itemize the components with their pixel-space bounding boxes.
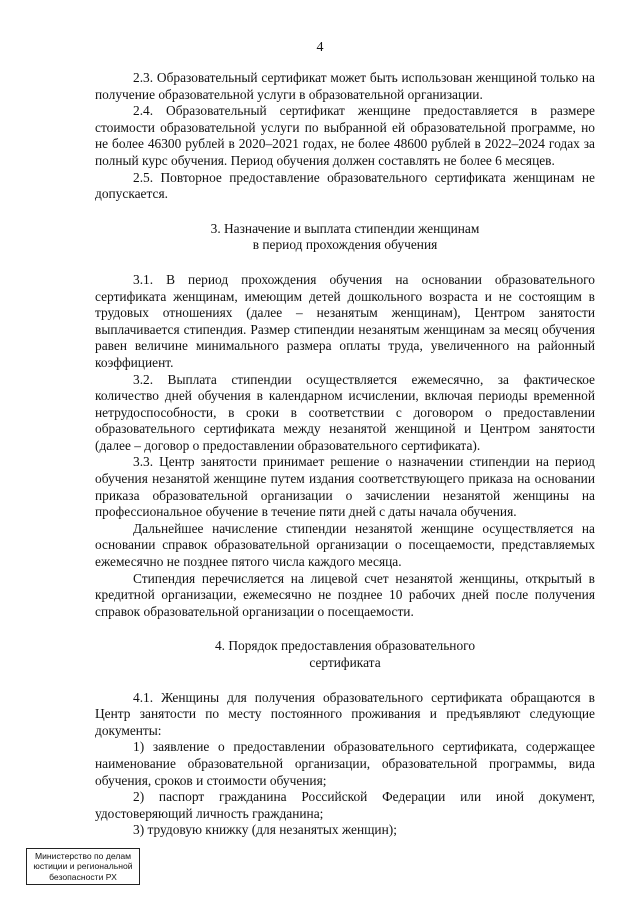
- paragraph-2-5: 2.5. Повторное предоставление образовательного сертификата женщинам не допускается.: [95, 169, 595, 202]
- stamp-line2: юстиции и региональной: [33, 861, 133, 872]
- document-body: [95, 70, 595, 839]
- paragraph-3-3-cont-2: Стипендия перечисляется на лицевой счет незанятой женщины, открытый в кредитной организации, ежемесячно не позднее 10 рабочих дней после получения справок образовательной организации о посещаемости.: [95, 570, 595, 619]
- paragraph-2-4: 2.4. Образовательный сертификат женщине предоставляется в размере стоимости образовательной услуги по выбранной ей образовательной программе, но не более 46300 рублей в 2020–2021 годах, не более 48600 рублей в 2022–2024 годах за полный курс обучения. Период обучения должен составлять не более 6 месяцев.: [95, 103, 595, 168]
- section-4-heading-line2: сертификата: [309, 655, 381, 670]
- stamp-line1: Министерство по делам: [34, 851, 132, 861]
- paragraph-4-1: 4.1. Женщины для получения образовательного сертификата обращаются в Центр занятости по месту постоянного проживания и предъявляют следующие документы:: [95, 689, 595, 738]
- ministry-stamp: [26, 848, 140, 885]
- stamp-line3: безопасности РХ: [49, 871, 117, 882]
- list-item-3: 3) трудовую книжку (для незанятых женщин);: [133, 822, 397, 838]
- section-3-heading-line2: в период прохождения обучения: [252, 237, 438, 253]
- list-item-2: 2) паспорт гражданина Российской Федерации или иной документ, удостоверяющий личность гражданина;: [95, 789, 595, 821]
- section-3-heading-line1: 3. Назначение и выплата стипендии женщинам: [210, 220, 480, 236]
- paragraph-3-3: 3.3. Центр занятости принимает решение о назначении стипендии на период обучения незанятой женщине путем издания соответствующего приказа на основании приказа образовательной организации о зачислении незанятой женщины на профессиональное обучение в течение пяти дней с даты начала обучения.: [95, 454, 595, 520]
- section-4-heading-line1: 4. Порядок предоставления образовательного: [214, 638, 476, 654]
- section-3-heading: [95, 221, 595, 254]
- list-item-1: 1) заявление о предоставлении образовательного сертификата, содержащее наименование образовательной организации, образовательной программы, вида обучения, сроков и стоимости обучения;: [95, 739, 595, 788]
- paragraph-3-1: 3.1. В период прохождения обучения на основании образовательного сертификата женщинам, имеющим детей дошкольного возраста и не состоящим в трудовых отношениях (далее – незанятым женщинам), Центром занятости выплачивается стипендия. Размер стипендии незанятым женщинам за месяц обучения равен величине минимального размера оплаты труда, увеличенного на районный коэффициент.: [95, 271, 595, 370]
- paragraph-2-3: 2.3. Образовательный сертификат может быть использован женщиной только на получение образовательной услуги в образовательной организации.: [95, 70, 595, 102]
- paragraph-3-2: 3.2. Выплата стипендии осуществляется ежемесячно, за фактическое количество дней обучения в календарном исчислении, включая периоды временной нетрудоспособности, в сроки в соответствии с договором о предоставлении образовательного сертификата между незанятой женщиной и Центром занятости (далее – договор о предоставлении образовательного сертификата).: [95, 371, 595, 453]
- page-number: 4: [316, 40, 324, 55]
- section-4-heading: [95, 638, 595, 671]
- paragraph-3-3-cont-1: Дальнейшее начисление стипендии незанятой женщине осуществляется на основании справок образовательной организации о посещаемости, представляемых ежемесячно не позднее пятого числа каждого месяца.: [95, 520, 595, 570]
